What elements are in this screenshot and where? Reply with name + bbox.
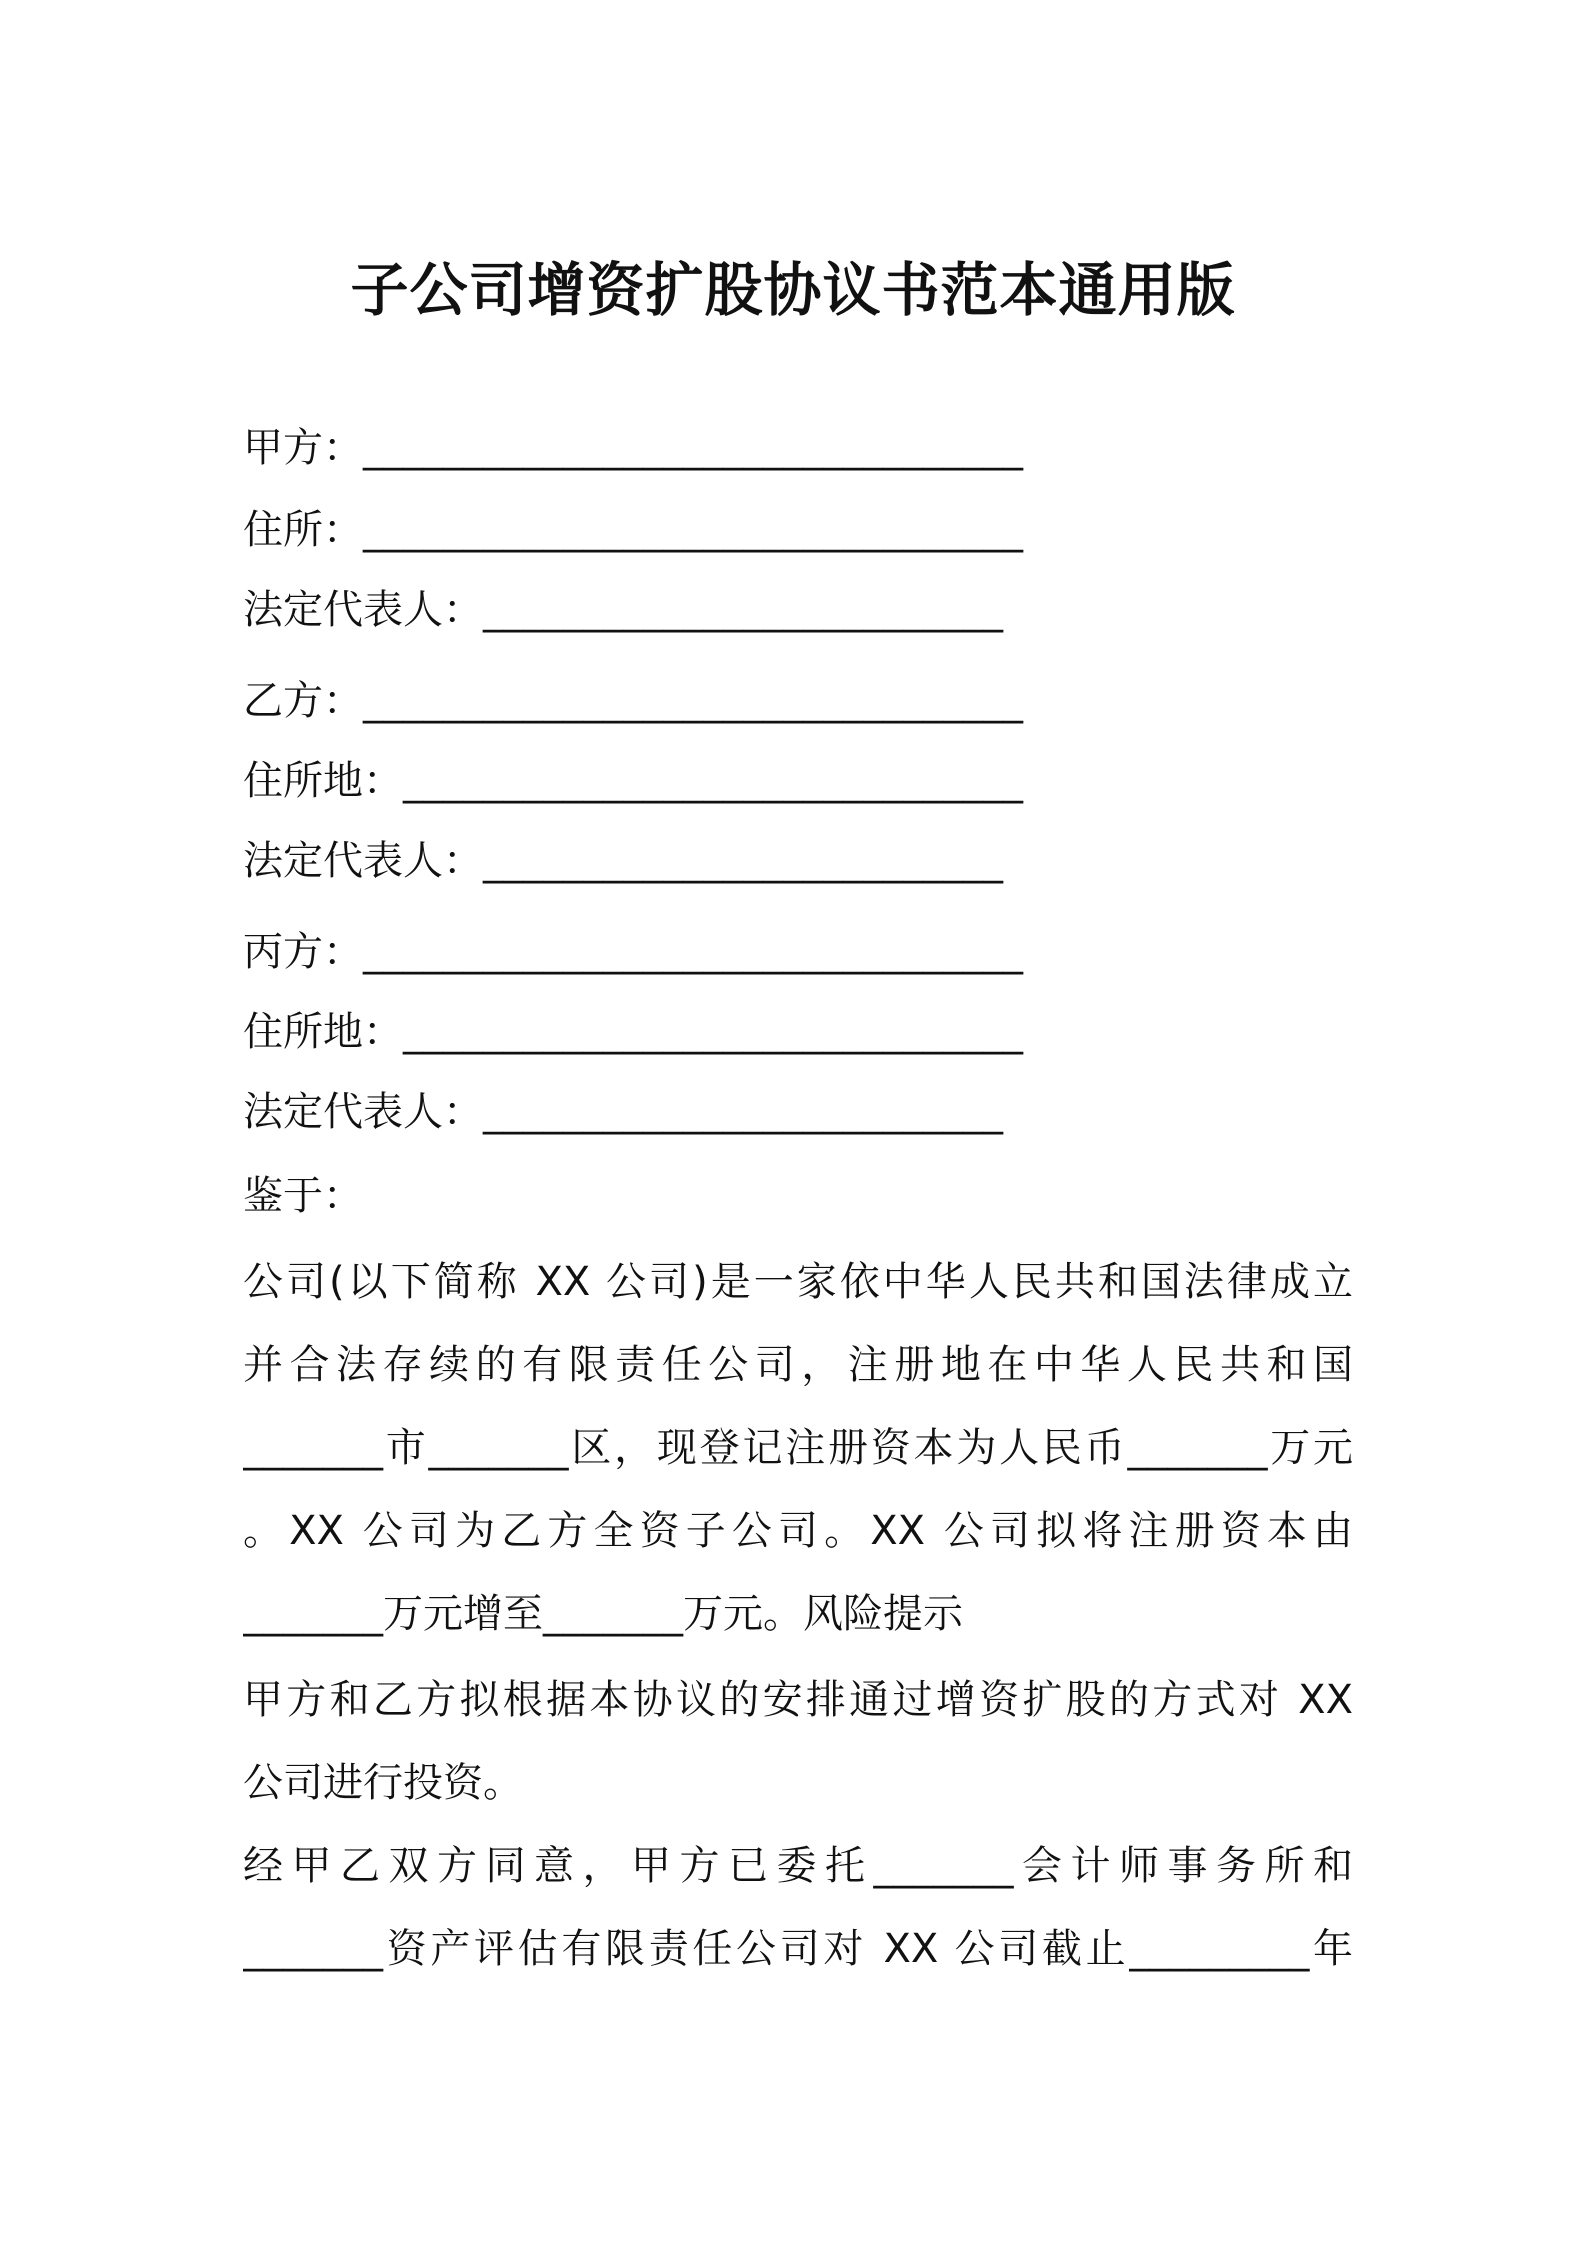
party-c-address-blank: _______________________________ (403, 1009, 1023, 1055)
party-a-legal-rep-label: 法定代表人： (243, 587, 483, 633)
party-c-label: 丙方： (243, 929, 363, 975)
body-line-6: 甲方和乙方拟根据本协议的安排通过增资扩股的方式对 XX (243, 1677, 1353, 1723)
party-b-legal-rep-field (243, 833, 1003, 889)
party-b-legal-rep-blank: __________________________ (483, 838, 1003, 884)
party-a-address-blank: _________________________________ (363, 507, 1023, 553)
body-line-2: 并合法存续的有限责任公司，注册地在中华人民共和国 (243, 1342, 1353, 1388)
body-line-9: _______资产评估有限责任公司对 XX 公司截止_________年 (243, 1926, 1353, 1972)
party-b-address-label: 住所地： (243, 758, 403, 804)
party-a-blank: _________________________________ (363, 425, 1023, 471)
party-b-label: 乙方： (243, 678, 363, 724)
body-line-7: 公司进行投资。 (243, 1760, 523, 1806)
party-c-blank: _________________________________ (363, 929, 1023, 975)
party-b-blank: _________________________________ (363, 678, 1023, 724)
whereas-label: 鉴于： (243, 1173, 363, 1219)
party-c-legal-rep-blank: __________________________ (483, 1089, 1003, 1135)
party-a-field (243, 420, 1023, 476)
party-b-address-field (243, 753, 1023, 809)
party-a-legal-rep-field (243, 582, 1003, 638)
party-b-address-blank: _______________________________ (403, 758, 1023, 804)
body-line-4: 。XX 公司为乙方全资子公司。XX 公司拟将注册资本由 (243, 1508, 1353, 1554)
document-title: 子公司增资扩股协议书范本通用版 (350, 256, 1236, 324)
party-a-address-label: 住所： (243, 507, 363, 553)
party-b-field (243, 673, 1023, 729)
party-b-legal-rep-label: 法定代表人： (243, 838, 483, 884)
body-line-8: 经甲乙双方同意，甲方已委托_______会计师事务所和 (243, 1843, 1353, 1889)
party-a-legal-rep-blank: __________________________ (483, 587, 1003, 633)
party-c-field (243, 924, 1023, 980)
body-line-1: 公司(以下简称 XX 公司)是一家依中华人民共和国法律成立 (243, 1259, 1353, 1305)
party-c-legal-rep-label: 法定代表人： (243, 1089, 483, 1135)
party-a-address-field (243, 502, 1023, 558)
party-c-address-label: 住所地： (243, 1009, 403, 1055)
party-a-label: 甲方： (243, 425, 363, 471)
body-line-3: _______市_______区，现登记注册资本为人民币_______万元 (243, 1425, 1353, 1471)
party-c-legal-rep-field (243, 1084, 1003, 1140)
party-c-address-field (243, 1004, 1023, 1060)
body-line-5: _______万元增至_______万元。风险提示 (243, 1591, 963, 1637)
